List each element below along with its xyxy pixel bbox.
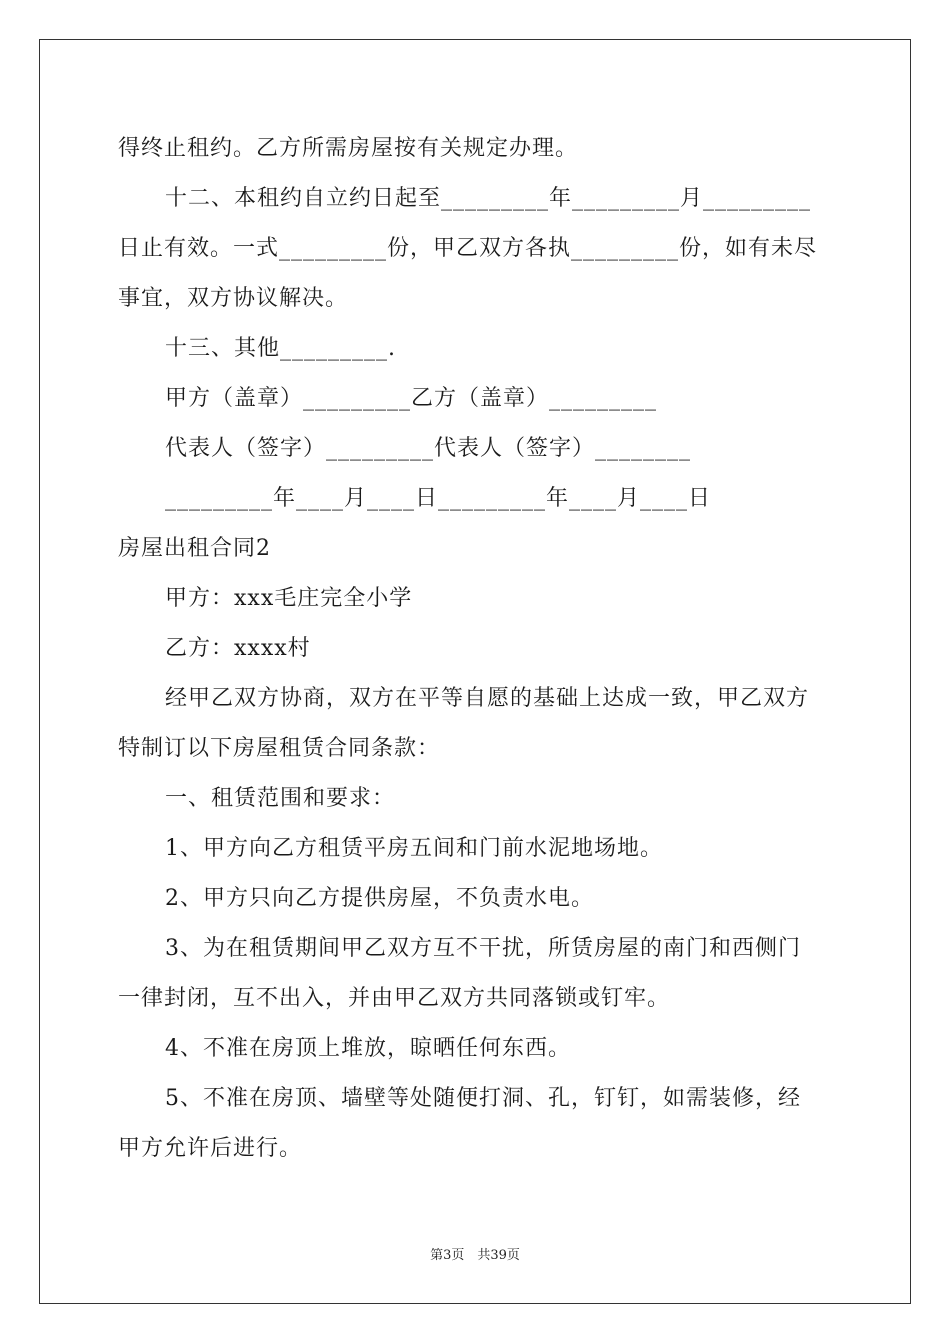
text-line: 5、不准在房顶、墙壁等处随便打洞、孔，钉钉，如需装修，经 [165,1086,801,1111]
text-line: 1、甲方向乙方租赁平房五间和门前水泥地场地。 [165,836,663,861]
text-line: 甲方（盖章）_________乙方（盖章）_________ [165,386,658,411]
text-line: 2、甲方只向乙方提供房屋，不负责水电。 [165,886,594,911]
text-line: 甲方：xxx毛庄完全小学 [165,586,413,611]
text-line: 日止有效。一式_________份，甲乙双方各执_________份，如有未尽 [118,236,818,261]
text-line: 十三、其他_________. [165,336,396,361]
text-line: 事宜，双方协议解决。 [118,286,349,311]
section-heading: 房屋出租合同2 [118,536,271,561]
text-line: 3、为在租赁期间甲乙双方互不干扰，所赁房屋的南门和西侧门 [165,936,801,961]
page-number: 第3页 共39页 [430,1248,520,1263]
text-line: 乙方：xxxx村 [165,636,311,661]
text-line: 特制订以下房屋租赁合同条款： [118,736,441,761]
text-line: 甲方允许后进行。 [118,1136,303,1161]
text-line: 一律封闭，互不出入，并由甲乙双方共同落锁或钉牢。 [118,986,671,1011]
text-line: 得终止租约。乙方所需房屋按有关规定办理。 [118,136,579,161]
text-line: 经甲乙双方协商，双方在平等自愿的基础上达成一致，甲乙双方 [165,686,810,711]
text-line: 一、租赁范围和要求： [165,786,396,811]
text-line: 4、不准在房顶上堆放，晾晒任何东西。 [165,1036,571,1061]
text-line: 代表人（签字）_________代表人（签字）________ [165,436,692,461]
text-line: 十二、本租约自立约日起至_________年_________月_________ [165,186,812,211]
page-border [39,39,911,1304]
text-line: _________年____月____日_________年____月____日 [165,486,712,511]
